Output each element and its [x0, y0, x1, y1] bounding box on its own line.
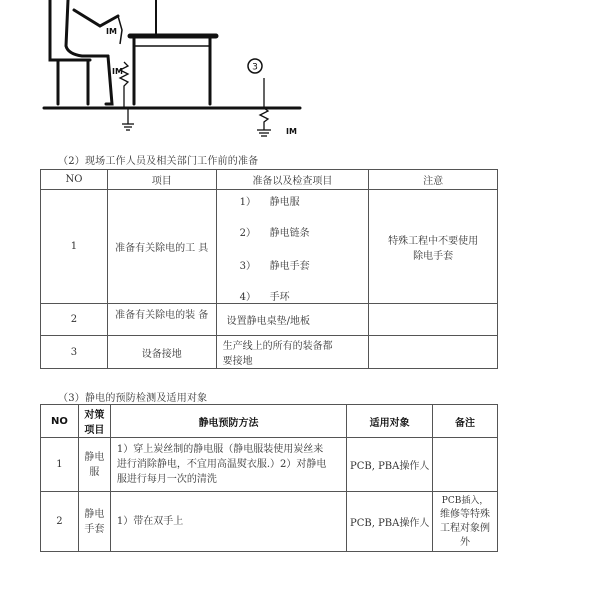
- table-row: [41, 304, 498, 336]
- row-remark: PCB插入， 维修等特殊 工程对象例 外: [433, 492, 498, 552]
- label-im-1: IM: [106, 27, 117, 36]
- row-method: 1）穿上炭丝制的静电服（静电服装使用炭丝来 进行消除静电，不宜用高温熨衣服.）2）对静电 服进行每月一次的清洗: [110, 438, 346, 492]
- table-header-row: [41, 170, 498, 190]
- row-no: 2: [41, 492, 79, 552]
- row-applies: PCB, PBA操作人: [347, 492, 433, 552]
- label-im-2: IM: [112, 67, 123, 76]
- table-row: [41, 438, 498, 492]
- row-note-empty: [369, 304, 498, 336]
- row-check: 设置静电桌垫/地板: [216, 304, 369, 336]
- person-arm: [74, 10, 118, 26]
- section-2-caption: （2）现场工作人员及相关部门工作前的准备: [58, 156, 259, 167]
- section-3-caption: （3）静电的预防检测及适用对象: [58, 393, 208, 404]
- row-note: 特殊工程中不要使用 除电手套: [369, 190, 498, 304]
- check-item: 4） 手环: [239, 292, 290, 303]
- check-item: 1） 静电服: [239, 197, 300, 208]
- marker-number: 3: [252, 62, 258, 73]
- row-no: 2: [41, 304, 108, 336]
- table-row: [41, 492, 498, 552]
- check-list: [216, 190, 369, 304]
- row-target: 静电 服: [78, 438, 110, 492]
- label-im-3: IM: [286, 127, 297, 136]
- row-check: 生产线上的所有的装备都 要接地: [216, 336, 369, 369]
- row-item: 准备有关除电的装 备: [107, 304, 216, 336]
- row-method: 1）带在双手上: [110, 492, 346, 552]
- row-no: 1: [41, 190, 108, 304]
- table-header-row: [41, 405, 498, 438]
- header-method: 静电预防方法: [110, 405, 346, 438]
- row-item: 设备接地: [107, 336, 216, 369]
- row-no: 3: [41, 336, 108, 369]
- table-row: [41, 190, 498, 304]
- row-note-empty: [369, 336, 498, 369]
- header-applies: 适用对象: [347, 405, 433, 438]
- grounding-diagram: [38, 0, 308, 140]
- header-checks: 准备以及检查项目: [216, 170, 369, 190]
- table-row: [41, 336, 498, 369]
- person-leg: [106, 56, 112, 104]
- row-applies: PCB, PBA操作人: [347, 438, 433, 492]
- row-no: 1: [41, 438, 79, 492]
- preparation-table: [40, 169, 498, 369]
- header-no: NO: [41, 170, 108, 190]
- wrist-strap-wire: [118, 16, 122, 44]
- header-remark: 备注: [433, 405, 498, 438]
- header-target: 对策 项目: [78, 405, 110, 438]
- check-item: 2） 静电链条: [239, 228, 310, 239]
- row-remark-empty: [433, 438, 498, 492]
- header-note: 注意: [369, 170, 498, 190]
- header-no: NO: [41, 405, 79, 438]
- prevention-table: [40, 404, 498, 552]
- ground-resistor: [260, 108, 268, 130]
- check-item: 3） 静电手套: [239, 261, 310, 272]
- person-body: [66, 0, 108, 56]
- row-target: 静电 手套: [78, 492, 110, 552]
- header-item: 项目: [107, 170, 216, 190]
- row-item: 准备有关除电的工 具: [107, 190, 216, 304]
